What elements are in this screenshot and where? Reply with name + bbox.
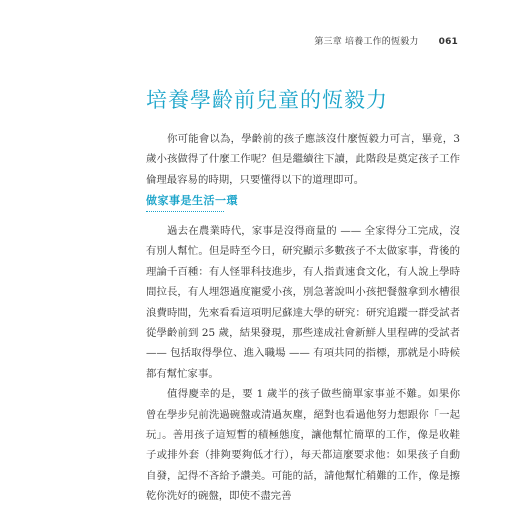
chapter-title: 培養學齡前兒童的恆毅力 bbox=[146, 88, 388, 112]
body-paragraph: 過去在農業時代，家事是沒得商量的 —— 全家得分工完成，沒有別人幫忙。但是時至今日，研究顯示多數孩子不太做家事，背後的理論千百種：有人怪罪科技進步，有人指責速食文化，有人說上學時間拉長，有人埋怨過度寵愛小孩，別急著說叫小孩把餐盤拿到水槽很浪費時間，先來看看這項明尼蘇達大學的研究：研究追蹤一群受試者從學齡前到 25 歲，結果發現，那些達成社會新鮮人里程碑的受試者 —— 包括取得學位、進入職場 —— 有項共同的指標，那就是小時候都有幫忙家事。 bbox=[146, 225, 460, 380]
running-header bbox=[314, 34, 458, 47]
page-number: 061 bbox=[438, 37, 458, 47]
body-paragraph: 值得慶幸的是，要 1 歲半的孩子做些簡單家事並不難。如果你曾在學步兒前洗過碗盤或清過灰塵，絕對也看過他努力想跟你「一起玩」。善用孩子這短暫的積極態度，讓他幫忙簡單的工作，像是收鞋子或排外套（排夠要夠低才行），每天都這麼要求他：如果孩子自動自發，記得不吝給予讚美。可能的話，請他幫忙稍難的工作，像是擦乾你洗好的碗盤，即使不盡完善 bbox=[146, 388, 460, 503]
running-header-chapter: 第三章 培養工作的恆毅力 bbox=[314, 37, 419, 47]
intro-paragraph: 你可能會以為，學齡前的孩子應該沒什麼恆毅力可言，畢竟，3 歲小孩做得了什麼工作呢？但是繼續往下讀，此階段是奠定孩子工作倫理最容易的時期，只要懂得以下的道理即可。 bbox=[146, 133, 460, 186]
intro-text bbox=[146, 129, 460, 190]
section-body bbox=[146, 221, 460, 507]
section-heading-underline bbox=[146, 211, 224, 212]
section-heading: 做家事是生活一環 bbox=[146, 194, 238, 207]
